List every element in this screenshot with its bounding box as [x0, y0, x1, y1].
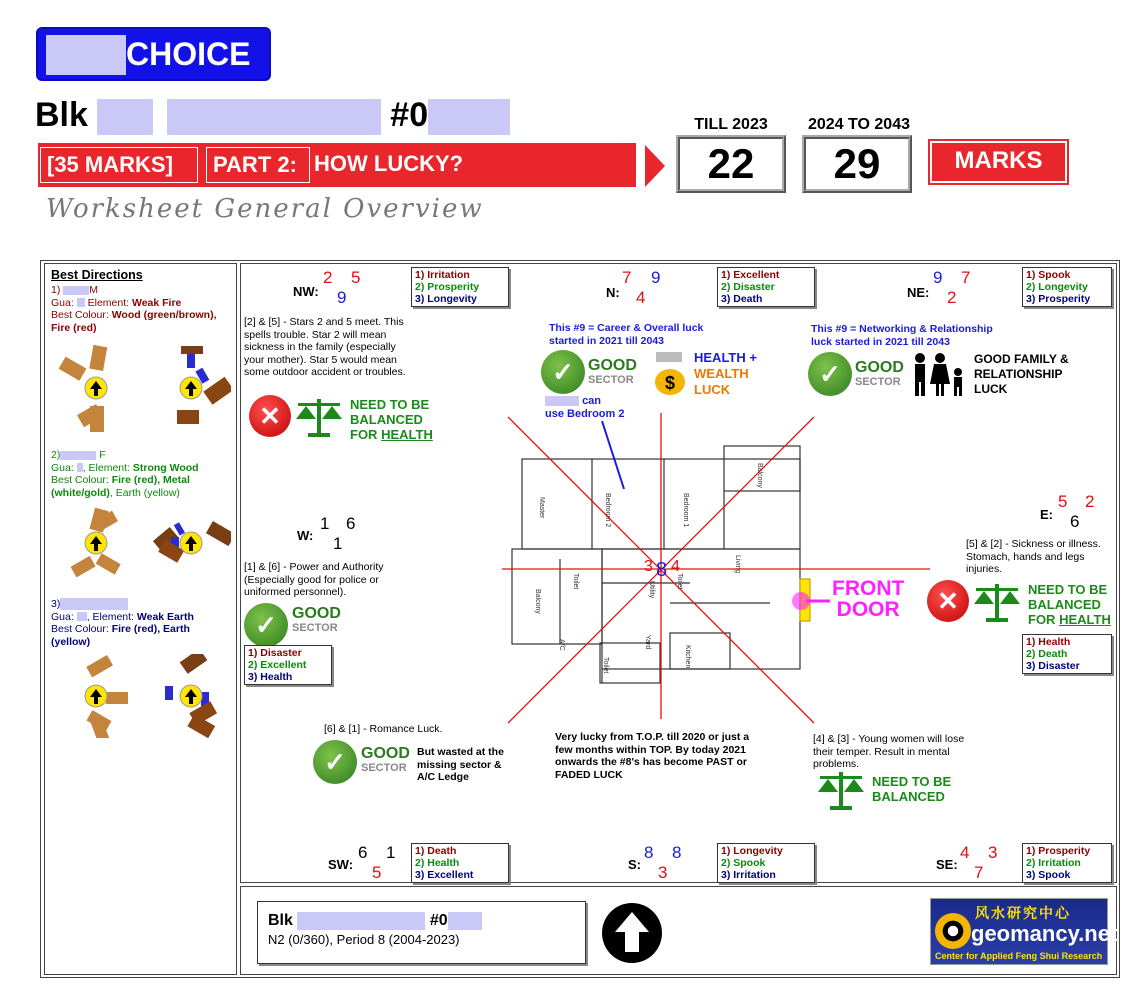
se-label: SE:: [936, 857, 958, 872]
legend-item: 3) Spook: [1026, 869, 1071, 881]
sector-text: SECTOR: [588, 374, 634, 386]
ne-star-1: 9: [933, 268, 943, 287]
nw-label: NW:: [293, 284, 319, 299]
legend-item: 1) Excellent: [721, 269, 780, 281]
north-arrow-icon: [601, 902, 663, 964]
s-star-3: 3: [658, 863, 668, 882]
e-legend: [1022, 634, 1112, 674]
address-box: [257, 901, 586, 964]
room-label: Toilet: [602, 657, 609, 674]
address-title: [35, 93, 510, 137]
direction-diagram-2: [51, 501, 231, 585]
need-to-be-text: NEED TO BE: [1028, 582, 1108, 597]
center-star-2: 8: [656, 559, 668, 581]
sw-star-1: 6: [358, 843, 368, 862]
room-label: Bedroom 2: [604, 493, 611, 528]
nw-legend: [411, 267, 509, 307]
legend-item: 1) Health: [1026, 636, 1071, 648]
unit-prefix: #0: [390, 96, 429, 134]
legend-item: 3) Irritation: [721, 869, 776, 881]
nw-star-3: 9: [337, 288, 347, 307]
legend-item: 2) Prosperity: [415, 281, 480, 293]
facing-text: N2 (0/360), Period 8 (2004-2023): [268, 932, 460, 948]
luck-text: LUCK: [694, 382, 731, 397]
legend-item: 3) Disaster: [1026, 660, 1080, 672]
marks-label: MARKS: [930, 141, 1067, 183]
for-text: FOR: [1028, 612, 1056, 627]
colour-label: Best Colour:: [51, 309, 109, 321]
door-text: DOOR: [836, 598, 900, 621]
person-3: 3) Gua: , Element: Weak Earth Best Colour: Fire (red), Earth (yellow): [51, 598, 194, 648]
sw-good-sector: [361, 746, 410, 776]
direction-diagram-3: [51, 654, 231, 738]
colour-value: Fire (red), Earth (yellow): [51, 623, 190, 648]
room-label: Yard: [644, 635, 651, 650]
cross-icon: ✕: [927, 580, 969, 622]
se-balance-text: [872, 774, 951, 804]
room-label: Balcony: [534, 589, 541, 614]
gua-label: Gua:: [51, 610, 74, 623]
element-label: Element:: [87, 296, 130, 309]
person-index: 2): [51, 449, 61, 461]
w-star-3: 1: [333, 534, 343, 553]
best-directions-title: Best Directions: [51, 268, 143, 282]
good-text: GOOD: [855, 359, 904, 376]
w-good-sector: [292, 606, 341, 636]
choice-banner: [36, 27, 271, 81]
part-banner: [38, 143, 636, 187]
redacted-block: [77, 298, 85, 307]
ne-star-2: 7: [961, 268, 971, 287]
score2-label: 2024 TO 2043: [807, 116, 910, 133]
nw-star-2: 5: [351, 268, 361, 287]
room-label: Balcony: [756, 463, 763, 488]
e-balance-text: [1028, 582, 1111, 627]
can-text: can: [582, 395, 602, 407]
ne-star-3: 2: [947, 288, 957, 307]
sw-star-3: 5: [372, 863, 382, 882]
person-suffix: M: [89, 284, 99, 296]
e-star-1: 5: [1058, 492, 1068, 511]
sector-text: SECTOR: [292, 622, 338, 634]
score1-label: TILL 2023: [694, 116, 768, 133]
ne-good-sector: [855, 360, 904, 390]
nw-note: [2] & [5] - Stars 2 and 5 meet. This spells trouble. Star 2 will mean sickness in the family (especially your mother). Star 5 would mean some outdoor accident or troubles.: [244, 316, 406, 378]
good-text: GOOD: [588, 357, 637, 374]
svg-text:$: $: [664, 373, 676, 393]
n-legend: [717, 267, 815, 307]
for-text: FOR: [350, 427, 378, 442]
sw-label: SW:: [328, 857, 354, 872]
sw-note: [6] & [1] - Romance Luck.: [324, 723, 443, 735]
person-index: 3): [51, 598, 61, 610]
se-note: [4] & [3] - Young women will lose their temper. Result in mental problems.: [813, 733, 965, 770]
legend-item: 1) Prosperity: [1026, 845, 1091, 857]
e-star-2: 2: [1085, 492, 1095, 511]
person-index: 1): [51, 284, 61, 296]
sector-text: SECTOR: [361, 762, 407, 774]
redacted-block: [428, 99, 510, 135]
family-icon: [908, 352, 970, 398]
marks-badge: [35 MARKS]: [40, 147, 198, 183]
legend-item: 2) Irritation: [1026, 857, 1081, 869]
need-to-be-text: NEED TO BE: [350, 397, 430, 412]
nw-star-1: 2: [323, 268, 333, 287]
element-value: Weak Earth: [136, 610, 194, 623]
legend-item: 2) Disaster: [721, 281, 775, 293]
redacted-block: [448, 912, 482, 930]
ne-network-note: This #9 = Networking & Relationship luck started in 2021 till 2043: [811, 323, 993, 348]
se-star-1: 4: [960, 843, 970, 862]
balance-scale-icon: [972, 580, 1022, 624]
w-note: [1] & [6] - Power and Authority (Especially good for police or uniformed personnel).: [244, 561, 384, 598]
part-title: HOW LUCKY?: [314, 151, 464, 176]
footer-address: [268, 912, 575, 930]
good-text: GOOD: [292, 605, 341, 622]
yin-yang-icon: [935, 913, 971, 949]
legend-item: 1) Irritation: [415, 269, 470, 281]
room-label: Living: [734, 555, 741, 574]
n-good-sector: [588, 358, 637, 388]
redacted-block: [77, 612, 87, 621]
legend-item: 2) Excellent: [248, 659, 307, 671]
w-star-2: 6: [346, 514, 356, 533]
e-star-3: 6: [1070, 512, 1080, 531]
colour-value: Wood (green/brown), Fire (red): [51, 309, 217, 334]
worksheet-subtitle: Worksheet General Overview: [46, 194, 484, 224]
redacted-block: [46, 35, 126, 75]
use-bedroom-text: use Bedroom 2: [545, 408, 625, 420]
cross-icon: ✕: [249, 395, 291, 437]
n-star-3: 4: [636, 288, 646, 307]
legend-item: 3) Death: [721, 293, 763, 305]
score1-value: 22: [676, 135, 786, 193]
nw-balance-text: [350, 397, 433, 442]
element-label: Element:: [88, 461, 130, 474]
legend-item: 3) Prosperity: [1026, 293, 1091, 305]
w-legend: [244, 645, 332, 685]
choice-text: CHOICE: [126, 36, 251, 72]
n-star-2: 9: [651, 268, 661, 287]
part-label: PART 2:: [206, 147, 310, 183]
checkmark-icon: ✓: [541, 350, 585, 394]
logo-name: geomancy.net: [971, 921, 1118, 946]
blk-prefix: Blk: [35, 96, 88, 134]
health-text: HEALTH: [1059, 612, 1111, 627]
checkmark-icon: ✓: [244, 603, 288, 647]
wealth-text: WEALTH: [694, 366, 749, 381]
health-text: HEALTH: [381, 427, 433, 442]
se-legend: [1022, 843, 1112, 883]
front-text: FRONT: [832, 577, 905, 600]
n-label: N:: [606, 285, 620, 300]
w-label: W:: [297, 528, 314, 543]
room-label: Kitchen: [684, 645, 691, 669]
room-label: Utility: [648, 581, 655, 599]
colour-label: Best Colour:: [51, 474, 109, 486]
bedroom-note: [545, 395, 624, 421]
s-star-1: 8: [644, 843, 654, 862]
sw-wasted-note: But wasted at the missing sector & A/C Ledge: [417, 746, 504, 783]
colour-rest: , Earth (yellow): [109, 486, 180, 499]
e-note: [5] & [2] - Sickness or illness. Stomach, hands and legs injuries.: [966, 538, 1101, 575]
center-star-3: 4: [671, 558, 680, 575]
arrow-right-icon: [645, 145, 665, 187]
legend-item: 1) Spook: [1026, 269, 1071, 281]
need-to-be-text: NEED TO BE: [872, 774, 952, 789]
legend-item: 1) Disaster: [248, 647, 302, 659]
legend-item: 2) Longevity: [1026, 281, 1088, 293]
n-career-note: This #9 = Career & Overall luck started in 2021 till 2043: [549, 322, 704, 347]
sw-legend: [411, 843, 509, 883]
room-label: Toilet: [572, 573, 579, 590]
ne-legend: [1022, 267, 1112, 307]
se-star-2: 3: [988, 843, 998, 862]
family-luck-text: GOOD FAMILY & RELATIONSHIP LUCK: [974, 352, 1069, 396]
redacted-block: [60, 451, 96, 460]
balanced-text: BALANCED: [350, 412, 423, 427]
gua-label: Gua:: [51, 461, 74, 474]
balanced-text: BALANCED: [872, 789, 945, 804]
redacted-block: [167, 99, 381, 135]
element-value: Weak Fire: [131, 296, 182, 309]
direction-diagram-1: [51, 338, 231, 438]
blk-prefix: Blk: [268, 912, 293, 930]
room-label: A/C: [558, 639, 565, 651]
person-1: [51, 284, 230, 334]
redacted-block: [77, 463, 83, 472]
person-2: 2) F Gua: , Element: Strong Wood Best Colour: Fire (red), Metal (white/gold), Earth (yellow): [51, 449, 199, 499]
colour-value: Fire (red), Metal (white/gold): [51, 474, 190, 499]
room-label: Toilet: [676, 573, 683, 590]
balance-scale-icon: [816, 768, 866, 812]
w-star-1: 1: [320, 514, 330, 533]
s-note: Very lucky from T.O.P. till 2020 or just a few months within TOP. By today 2021 onwards the #8's has become PAST or FADED LUCK: [555, 731, 750, 781]
logo-sub: Center for Applied Feng Shui Research: [935, 951, 1103, 961]
geomancy-logo: [930, 898, 1118, 965]
money-bag-icon: [648, 350, 692, 396]
best-directions-panel: [44, 263, 237, 975]
legend-item: 1) Longevity: [721, 845, 783, 857]
redacted-block: [60, 598, 128, 610]
good-text: GOOD: [361, 745, 410, 762]
n-luck-text: [694, 350, 757, 398]
element-value: Strong Wood: [132, 461, 199, 474]
s-legend: [717, 843, 815, 883]
legend-item: 3) Health: [248, 671, 293, 683]
logo-chinese: 风水研究中心: [975, 905, 1071, 921]
legend-item: 3) Longevity: [415, 293, 477, 305]
legend-item: 2) Health: [415, 857, 460, 869]
se-star-3: 7: [974, 863, 984, 882]
ne-label: NE:: [907, 285, 930, 300]
person-suffix: F: [99, 449, 106, 461]
n-star-1: 7: [622, 268, 632, 287]
colour-label: Best Colour:: [51, 623, 109, 635]
legend-item: 1) Death: [415, 845, 457, 857]
s-star-2: 8: [672, 843, 682, 862]
score2-value: 29: [802, 135, 912, 193]
front-door-label: [832, 578, 904, 620]
redacted-block: [297, 912, 425, 930]
legend-item: 2) Death: [1026, 648, 1068, 660]
redacted-block: [63, 286, 89, 295]
room-label: Master: [538, 497, 545, 519]
center-star-1: 3: [644, 558, 653, 575]
legend-item: 3) Excellent: [415, 869, 474, 881]
balanced-text: BALANCED: [1028, 597, 1101, 612]
sw-star-2: 1: [386, 843, 396, 862]
balance-scale-icon: [294, 395, 344, 439]
gua-label: Gua:: [51, 296, 74, 309]
sector-text: SECTOR: [855, 376, 901, 388]
e-label: E:: [1040, 507, 1053, 522]
element-label: Element:: [92, 610, 134, 623]
s-label: S:: [628, 857, 641, 872]
redacted-block: [545, 396, 579, 406]
checkmark-icon: ✓: [808, 352, 852, 396]
room-label: Bedroom 1: [682, 493, 689, 528]
redacted-block: [97, 99, 153, 135]
legend-item: 2) Spook: [721, 857, 766, 869]
unit-prefix: #0: [429, 912, 448, 930]
checkmark-icon: ✓: [313, 740, 357, 784]
health-plus-text: HEALTH +: [694, 350, 757, 365]
